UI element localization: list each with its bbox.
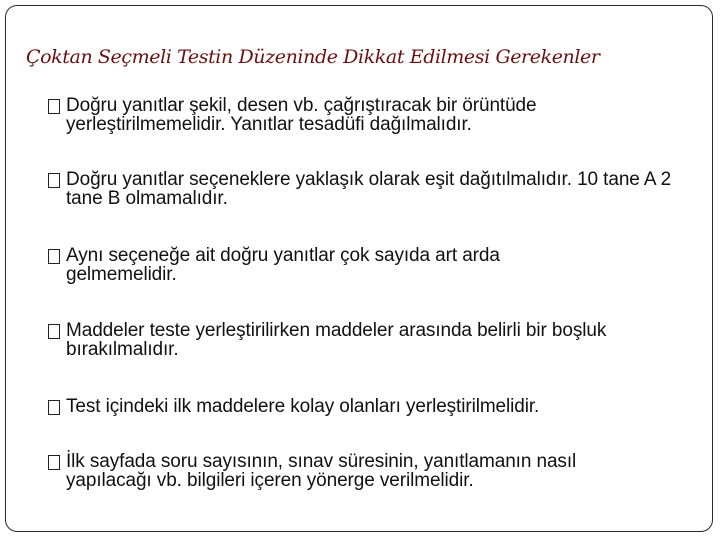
square-bullet-icon <box>48 324 60 339</box>
square-bullet-icon <box>48 400 60 415</box>
list-item <box>48 321 648 359</box>
list-item <box>48 397 688 416</box>
square-bullet-icon <box>48 99 60 114</box>
slide-title: Çoktan Seçmeli Testin Düzeninde Dikkat Edilmesi Gerekenler <box>26 46 600 68</box>
list-item <box>48 452 628 490</box>
bullet-text: Test içindeki ilk maddelere kolay olanları yerleştirilmelidir. <box>66 396 540 417</box>
bullet-text: Aynı seçeneğe ait doğru yanıtlar çok sayıda art arda gelmemelidir. <box>66 245 500 285</box>
square-bullet-icon <box>48 249 60 264</box>
bullet-text: Maddeler teste yerleştirilirken maddeler arasında belirli bir boşluk bırakılmalıdır. <box>66 320 607 360</box>
list-item <box>48 96 628 134</box>
bullet-text: Doğru yanıtlar şekil, desen vb. çağrıştıracak bir örüntüde yerleştirilmemelidir. Yanıtlar tesadüfi dağılmalıdır. <box>66 95 537 135</box>
list-item <box>48 170 688 208</box>
bullet-text: Doğru yanıtlar seçeneklere yaklaşık olarak eşit dağıtılmalıdır. 10 tane A 2 tane B olmamalıdır. <box>66 169 672 209</box>
square-bullet-icon <box>48 455 60 470</box>
square-bullet-icon <box>48 173 60 188</box>
list-item <box>48 246 588 284</box>
bullet-text: İlk sayfada soru sayısının, sınav süresinin, yanıtlamanın nasıl yapılacağı vb. bilgileri içeren yönerge verilmelidir. <box>66 451 577 491</box>
